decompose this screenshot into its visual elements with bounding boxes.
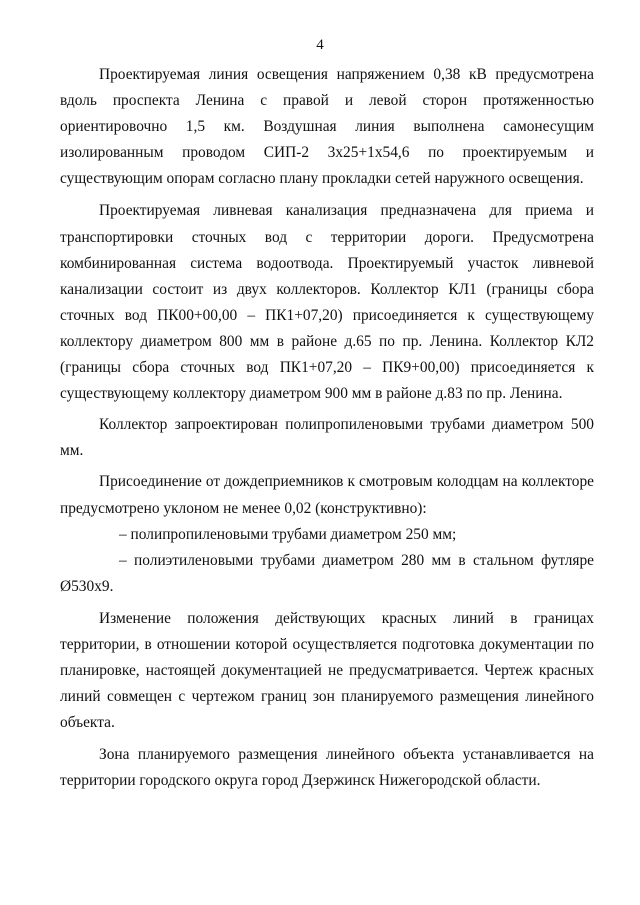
paragraph-placement-zone: Зона планируемого размещения линейного объекта устанавливается на территории городского округа город Дзержинск Нижегородской области. [60,746,594,790]
list-item-polyethylene: – полиэтиленовыми трубами диаметром 280 мм в стальном футляре Ø530х9. [60,551,594,595]
paragraph-connection: Присоединение от дождеприемников к смотровым колодцам на коллекторе предусмотрено уклоном не менее 0,02 (конструктивно): [60,473,594,517]
document-body [60,62,594,795]
paragraph-red-lines: Изменение положения действующих красных линий в границах территории, в отношении которой осуществляется подготовка документации по планировке, настоящей документацией не предусматривается. Чертеж красных линий совмещен с чертежом границ зон планируемого размещения линейного объекта. [60,609,594,732]
paragraph-storm-sewer: Проектируемая ливневая канализация предназначена для приема и транспортировки сточных вод с территории дороги. Предусмотрена комбинированная система водоотвода. Проектируемый участок ливневой канализации состоит из двух коллекторов. Коллектор КЛ1 (границы сбора сточных вод ПК00+00,00 – ПК1+07,20) присоединяется к существующему коллектору диаметром 800 мм в районе д.65 по пр. Ленина. Коллектор КЛ2 (границы сбора сточных вод ПК1+07,20 – ПК9+00,00) присоединяется к существующему коллектору диаметром 900 мм в районе д.83 по пр. Ленина. [60,202,594,403]
paragraph-collector-pipes: Коллектор запроектирован полипропиленовыми трубами диаметром 500 мм. [60,416,594,460]
paragraph-lighting-line: Проектируемая линия освещения напряжением 0,38 кВ предусмотрена вдоль проспекта Ленина с правой и левой сторон протяженностью ориентировочно 1,5 км. Воздушная линия выполнена самонесущим изолированным проводом СИП-2 3х25+1х54,6 по проектируемым и существующим опорам согласно плану прокладки сетей наружного освещения. [60,66,594,188]
page-number: 4 [316,37,324,53]
list-item-polypropylene: – полипропиленовыми трубами диаметром 250 мм; [119,525,457,543]
